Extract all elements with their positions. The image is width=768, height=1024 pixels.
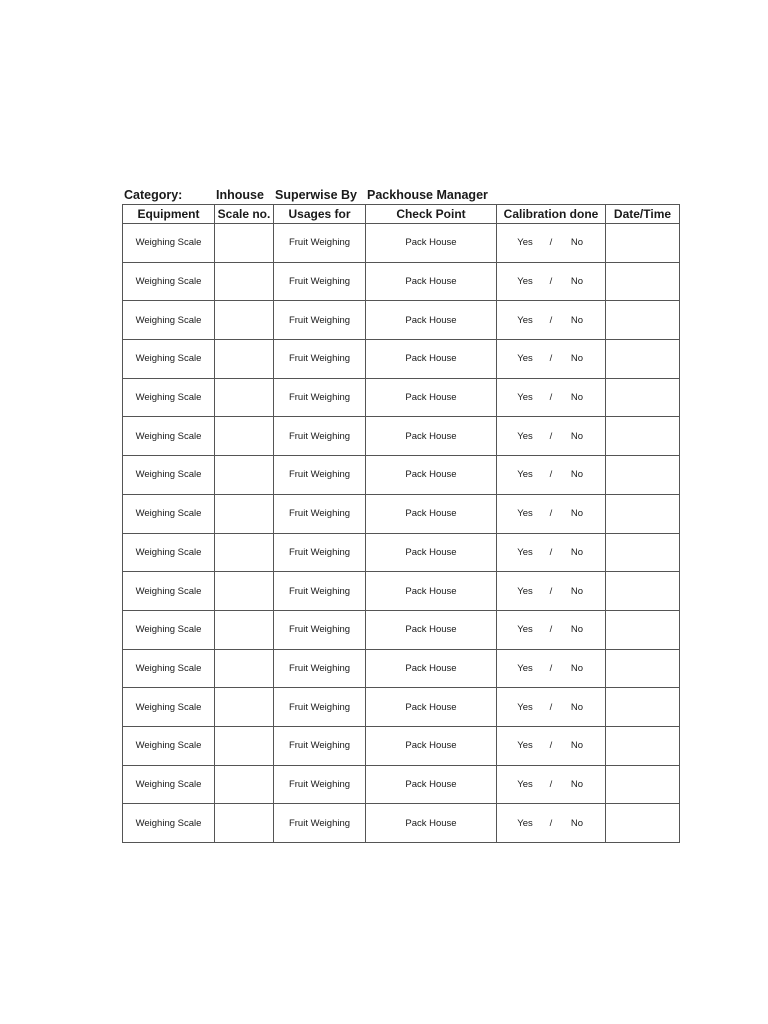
date-time-cell[interactable] [606, 224, 680, 263]
equipment-cell: Weighing Scale [123, 456, 215, 495]
no-option[interactable]: No [570, 469, 584, 481]
column-header-date-time: Date/Time [606, 205, 680, 224]
table-row [123, 456, 680, 495]
scale-no-cell[interactable] [215, 494, 274, 533]
date-time-cell[interactable] [606, 688, 680, 727]
date-time-cell[interactable] [606, 378, 680, 417]
calibration-done-cell[interactable] [497, 610, 606, 649]
yes-no-separator: / [549, 469, 553, 481]
no-option[interactable]: No [570, 546, 584, 558]
equipment-cell: Weighing Scale [123, 726, 215, 765]
no-option[interactable]: No [570, 701, 584, 713]
table-row [123, 533, 680, 572]
calibration-done-cell[interactable] [497, 688, 606, 727]
yes-no-choice [506, 547, 596, 558]
check-point-cell: Pack House [366, 765, 497, 804]
yes-no-separator: / [549, 237, 553, 249]
scale-no-cell[interactable] [215, 726, 274, 765]
equipment-cell: Weighing Scale [123, 417, 215, 456]
calibration-done-cell[interactable] [497, 804, 606, 843]
yes-no-separator: / [549, 314, 553, 326]
date-time-cell[interactable] [606, 572, 680, 611]
calibration-table [122, 204, 680, 843]
check-point-cell: Pack House [366, 804, 497, 843]
equipment-cell: Weighing Scale [123, 572, 215, 611]
yes-no-choice [506, 392, 596, 403]
yes-no-separator: / [549, 624, 553, 636]
scale-no-cell[interactable] [215, 572, 274, 611]
yes-no-choice [506, 663, 596, 674]
calibration-done-cell[interactable] [497, 649, 606, 688]
equipment-cell: Weighing Scale [123, 224, 215, 263]
check-point-cell: Pack House [366, 649, 497, 688]
date-time-cell[interactable] [606, 610, 680, 649]
usage-cell: Fruit Weighing [274, 301, 366, 340]
scale-no-cell[interactable] [215, 417, 274, 456]
usage-cell: Fruit Weighing [274, 340, 366, 379]
check-point-cell: Pack House [366, 688, 497, 727]
yes-no-separator: / [549, 353, 553, 365]
scale-no-cell[interactable] [215, 378, 274, 417]
check-point-cell: Pack House [366, 726, 497, 765]
scale-no-cell[interactable] [215, 340, 274, 379]
calibration-done-cell[interactable] [497, 533, 606, 572]
table-row [123, 301, 680, 340]
yes-no-choice [506, 740, 596, 751]
yes-option[interactable]: Yes [517, 701, 533, 713]
date-time-cell[interactable] [606, 533, 680, 572]
yes-no-choice [506, 818, 596, 829]
yes-option[interactable]: Yes [517, 237, 533, 249]
yes-option[interactable]: Yes [517, 469, 533, 481]
calibration-log-sheet [122, 186, 679, 843]
supervise-label: Superwise By [275, 188, 357, 202]
yes-no-separator: / [549, 662, 553, 674]
scale-no-cell[interactable] [215, 533, 274, 572]
calibration-done-cell[interactable] [497, 417, 606, 456]
date-time-cell[interactable] [606, 340, 680, 379]
yes-option[interactable]: Yes [517, 430, 533, 442]
yes-no-choice [506, 353, 596, 364]
table-row [123, 726, 680, 765]
equipment-cell: Weighing Scale [123, 765, 215, 804]
no-option[interactable]: No [570, 585, 584, 597]
equipment-cell: Weighing Scale [123, 378, 215, 417]
yes-no-separator: / [549, 546, 553, 558]
table-row [123, 262, 680, 301]
no-option[interactable]: No [570, 276, 584, 288]
usage-cell: Fruit Weighing [274, 804, 366, 843]
equipment-cell: Weighing Scale [123, 494, 215, 533]
header-meta-row [122, 186, 679, 204]
table-row [123, 610, 680, 649]
usage-cell: Fruit Weighing [274, 417, 366, 456]
equipment-cell: Weighing Scale [123, 301, 215, 340]
yes-no-choice [506, 779, 596, 790]
yes-option[interactable]: Yes [517, 817, 533, 829]
yes-no-choice [506, 508, 596, 519]
column-header-check-point: Check Point [366, 205, 497, 224]
table-row [123, 494, 680, 533]
check-point-cell: Pack House [366, 340, 497, 379]
table-row [123, 765, 680, 804]
check-point-cell: Pack House [366, 378, 497, 417]
column-header-calibration-done: Calibration done [497, 205, 606, 224]
yes-option[interactable]: Yes [517, 353, 533, 365]
yes-no-separator: / [549, 740, 553, 752]
supervise-value: Packhouse Manager [367, 188, 488, 202]
equipment-cell: Weighing Scale [123, 804, 215, 843]
yes-option[interactable]: Yes [517, 585, 533, 597]
equipment-cell: Weighing Scale [123, 610, 215, 649]
calibration-done-cell[interactable] [497, 262, 606, 301]
calibration-done-cell[interactable] [497, 378, 606, 417]
yes-option[interactable]: Yes [517, 392, 533, 404]
yes-no-separator: / [549, 817, 553, 829]
yes-no-separator: / [549, 430, 553, 442]
date-time-cell[interactable] [606, 262, 680, 301]
calibration-done-cell[interactable] [497, 301, 606, 340]
scale-no-cell[interactable] [215, 804, 274, 843]
table-row [123, 649, 680, 688]
scale-no-cell[interactable] [215, 262, 274, 301]
scale-no-cell[interactable] [215, 649, 274, 688]
no-option[interactable]: No [570, 353, 584, 365]
calibration-done-cell[interactable] [497, 456, 606, 495]
no-option[interactable]: No [570, 508, 584, 520]
yes-no-choice [506, 469, 596, 480]
table-row [123, 417, 680, 456]
calibration-done-cell[interactable] [497, 572, 606, 611]
date-time-cell[interactable] [606, 649, 680, 688]
yes-option[interactable]: Yes [517, 508, 533, 520]
yes-no-separator: / [549, 778, 553, 790]
table-row [123, 688, 680, 727]
equipment-cell: Weighing Scale [123, 262, 215, 301]
yes-option[interactable]: Yes [517, 778, 533, 790]
usage-cell: Fruit Weighing [274, 688, 366, 727]
date-time-cell[interactable] [606, 494, 680, 533]
column-header-usages-for: Usages for [274, 205, 366, 224]
table-row [123, 340, 680, 379]
calibration-done-cell[interactable] [497, 340, 606, 379]
calibration-done-cell[interactable] [497, 726, 606, 765]
check-point-cell: Pack House [366, 301, 497, 340]
yes-option[interactable]: Yes [517, 546, 533, 558]
no-option[interactable]: No [570, 740, 584, 752]
yes-no-choice [506, 624, 596, 635]
no-option[interactable]: No [570, 624, 584, 636]
no-option[interactable]: No [570, 778, 584, 790]
check-point-cell: Pack House [366, 456, 497, 495]
usage-cell: Fruit Weighing [274, 224, 366, 263]
scale-no-cell[interactable] [215, 224, 274, 263]
usage-cell: Fruit Weighing [274, 494, 366, 533]
scale-no-cell[interactable] [215, 688, 274, 727]
date-time-cell[interactable] [606, 456, 680, 495]
usage-cell: Fruit Weighing [274, 456, 366, 495]
yes-option[interactable]: Yes [517, 276, 533, 288]
category-value: Inhouse [216, 188, 264, 202]
yes-option[interactable]: Yes [517, 314, 533, 326]
equipment-cell: Weighing Scale [123, 340, 215, 379]
check-point-cell: Pack House [366, 262, 497, 301]
yes-no-choice [506, 702, 596, 713]
date-time-cell[interactable] [606, 726, 680, 765]
date-time-cell[interactable] [606, 301, 680, 340]
table-row [123, 572, 680, 611]
equipment-cell: Weighing Scale [123, 533, 215, 572]
scale-no-cell[interactable] [215, 456, 274, 495]
usage-cell: Fruit Weighing [274, 378, 366, 417]
table-row [123, 804, 680, 843]
no-option[interactable]: No [570, 237, 584, 249]
check-point-cell: Pack House [366, 224, 497, 263]
date-time-cell[interactable] [606, 765, 680, 804]
yes-no-choice [506, 586, 596, 597]
date-time-cell[interactable] [606, 804, 680, 843]
yes-no-separator: / [549, 392, 553, 404]
scale-no-cell[interactable] [215, 610, 274, 649]
yes-no-choice [506, 237, 596, 248]
no-option[interactable]: No [570, 662, 584, 674]
check-point-cell: Pack House [366, 417, 497, 456]
calibration-done-cell[interactable] [497, 765, 606, 804]
check-point-cell: Pack House [366, 533, 497, 572]
usage-cell: Fruit Weighing [274, 649, 366, 688]
check-point-cell: Pack House [366, 610, 497, 649]
equipment-cell: Weighing Scale [123, 649, 215, 688]
yes-no-separator: / [549, 585, 553, 597]
table-row [123, 224, 680, 263]
table-header-row [123, 205, 680, 224]
yes-no-choice [506, 276, 596, 287]
no-option[interactable]: No [570, 392, 584, 404]
yes-option[interactable]: Yes [517, 740, 533, 752]
yes-no-separator: / [549, 701, 553, 713]
check-point-cell: Pack House [366, 572, 497, 611]
usage-cell: Fruit Weighing [274, 610, 366, 649]
calibration-done-cell[interactable] [497, 494, 606, 533]
yes-no-choice [506, 315, 596, 326]
category-label: Category: [124, 188, 183, 202]
usage-cell: Fruit Weighing [274, 572, 366, 611]
equipment-cell: Weighing Scale [123, 688, 215, 727]
yes-no-separator: / [549, 508, 553, 520]
table-row [123, 378, 680, 417]
scale-no-cell[interactable] [215, 765, 274, 804]
yes-no-choice [506, 431, 596, 442]
no-option[interactable]: No [570, 430, 584, 442]
check-point-cell: Pack House [366, 494, 497, 533]
column-header-equipment: Equipment [123, 205, 215, 224]
scale-no-cell[interactable] [215, 301, 274, 340]
yes-no-separator: / [549, 276, 553, 288]
usage-cell: Fruit Weighing [274, 765, 366, 804]
calibration-done-cell[interactable] [497, 224, 606, 263]
yes-option[interactable]: Yes [517, 624, 533, 636]
no-option[interactable]: No [570, 817, 584, 829]
usage-cell: Fruit Weighing [274, 533, 366, 572]
column-header-scale-no: Scale no. [215, 205, 274, 224]
yes-option[interactable]: Yes [517, 662, 533, 674]
no-option[interactable]: No [570, 314, 584, 326]
table-body [123, 224, 680, 843]
usage-cell: Fruit Weighing [274, 262, 366, 301]
date-time-cell[interactable] [606, 417, 680, 456]
usage-cell: Fruit Weighing [274, 726, 366, 765]
